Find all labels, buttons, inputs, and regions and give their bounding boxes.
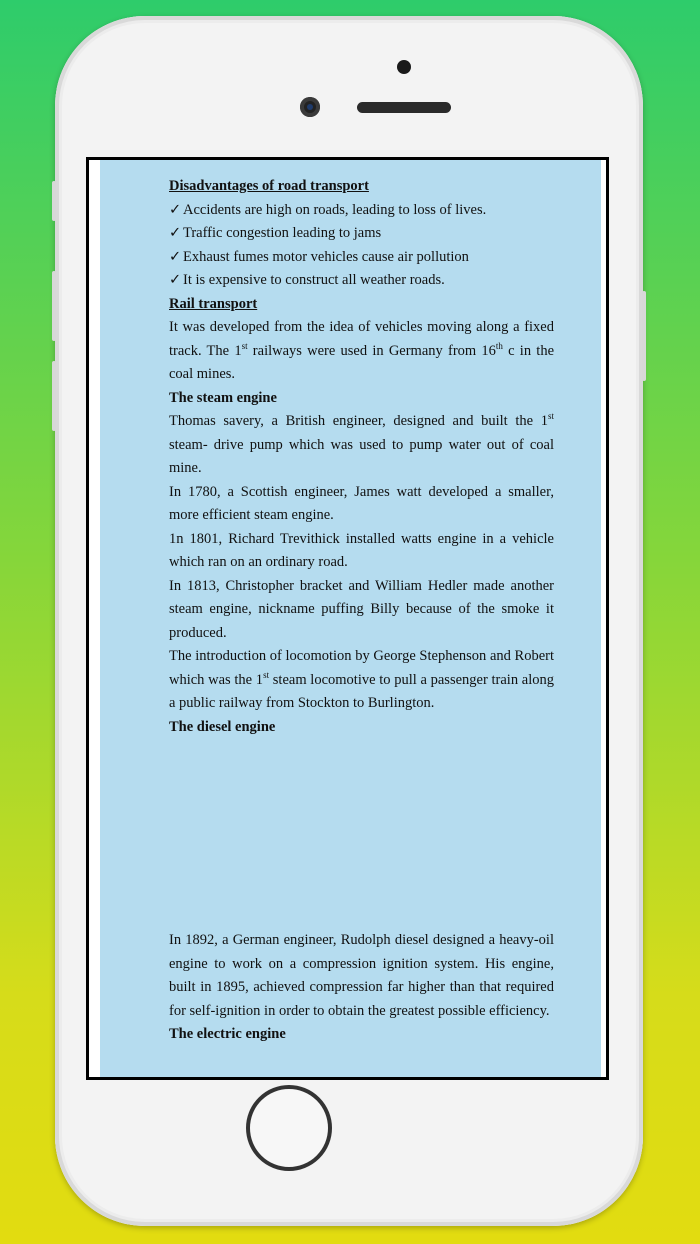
list-item: ✓ Accidents are high on roads, leading to loss of lives. xyxy=(169,199,554,223)
volume-up-button xyxy=(52,271,56,341)
blank-space xyxy=(169,739,554,929)
rail-paragraph: It was developed from the idea of vehicles moving along a fixed track. The 1st railways were used in Germany from 16th c in the coal mines. xyxy=(169,319,554,382)
volume-down-button xyxy=(52,361,56,431)
checkmark-icon: ✓ xyxy=(169,272,182,288)
heading-rail-transport: Rail transport xyxy=(169,295,258,312)
heading-diesel-engine: The diesel engine xyxy=(169,718,276,735)
front-camera-icon xyxy=(300,97,320,117)
list-item: ✓ Exhaust fumes motor vehicles cause air pollution xyxy=(169,246,554,270)
steam-paragraph-5: The introduction of locomotion by George Stephenson and Robert which was the 1st steam locomotive to pull a passenger train along a public railway from Stockton to Burlington. xyxy=(169,648,554,711)
earpiece-speaker xyxy=(357,102,451,113)
power-button xyxy=(642,291,646,381)
heading-steam-engine: The steam engine xyxy=(169,389,277,406)
proximity-sensor xyxy=(397,60,411,74)
list-item: ✓ It is expensive to construct all weather roads. xyxy=(169,269,554,293)
document-content xyxy=(169,175,554,1047)
checkmark-icon: ✓ xyxy=(169,248,182,265)
home-button[interactable] xyxy=(246,1085,332,1171)
steam-paragraph-1: Thomas savery, a British engineer, designed and built the 1st steam- drive pump which was used to pump water out of coal mine. xyxy=(169,411,554,476)
heading-road-disadvantages: Disadvantages of road transport xyxy=(169,178,369,194)
steam-paragraph-4: In 1813, Christopher bracket and William Hedler made another steam engine, nickname puffing Billy because of the smoke it produced. xyxy=(169,577,554,641)
document-page[interactable] xyxy=(100,160,601,1077)
steam-paragraph-3: 1n 1801, Richard Trevithick installed watts engine in a vehicle which ran on an ordinary road. xyxy=(169,530,554,570)
steam-paragraph-2: In 1780, a Scottish engineer, James watt developed a smaller, more efficient steam engine. xyxy=(169,483,554,523)
phone-screen[interactable] xyxy=(86,157,609,1080)
road-disadvantages-list xyxy=(169,199,554,293)
mute-switch xyxy=(52,181,56,221)
checkmark-icon: ✓ xyxy=(169,201,182,218)
heading-electric-engine: The electric engine xyxy=(169,1026,286,1042)
diesel-paragraph: In 1892, a German engineer, Rudolph diesel designed a heavy-oil engine to work on a compression ignition system. His engine, built in 1895, achieved compression far higher than that required for self-ignition in order to obtain the greatest possible efficiency. xyxy=(169,932,554,1019)
checkmark-icon: ✓ xyxy=(169,225,182,241)
list-item: ✓ Traffic congestion leading to jams xyxy=(169,222,554,246)
